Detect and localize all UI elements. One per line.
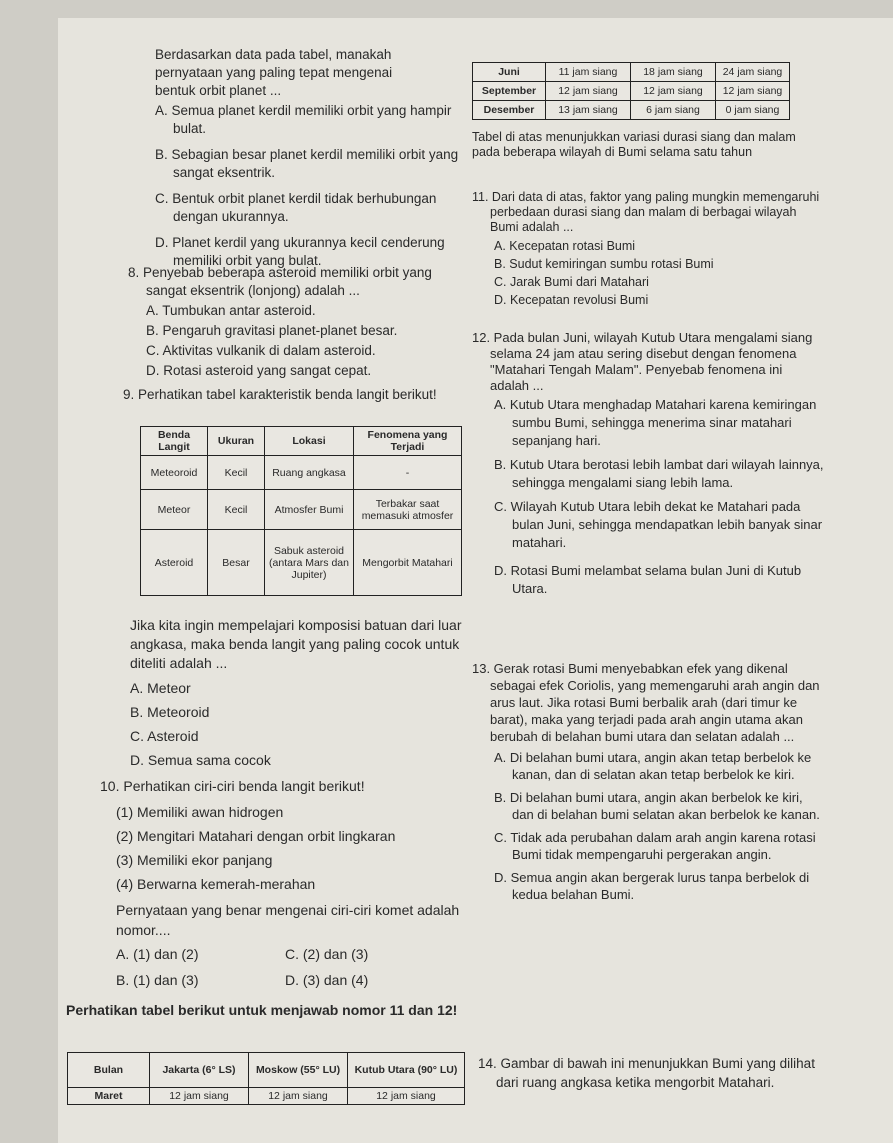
cell: 12 jam siang — [631, 82, 716, 101]
q9-text: 9. Perhatikan tabel karakteristik benda langit berikut! — [123, 387, 437, 402]
q7-line-3: bentuk orbit planet ... — [155, 83, 282, 98]
cell: 24 jam siang — [716, 63, 790, 82]
cell: Maret — [68, 1088, 150, 1105]
cell: 12 jam siang — [546, 82, 631, 101]
q11-stem: 11. Dari data di atas, faktor yang paling mungkin memengaruhi perbedaan durasi siang dan malam di berbagai wilayah Bumi adalah ... — [472, 190, 820, 234]
t11-head-bulan: Bulan — [68, 1053, 150, 1088]
q8-option-c[interactable]: C. Aktivitas vulkanik di dalam asteroid. — [146, 343, 376, 358]
cell: 12 jam siang — [716, 82, 790, 101]
cell: Terbakar saat memasuki atmosfer — [354, 490, 462, 530]
q10-item-4: (4) Berwarna kemerah-merahan — [116, 876, 316, 892]
q14 — [478, 1054, 830, 1092]
instruction-text: Perhatikan tabel berikut untuk menjawab nomor 11 dan 12! — [66, 1002, 458, 1018]
cell: 18 jam siang — [631, 63, 716, 82]
cell: Ruang angkasa — [265, 456, 354, 490]
q11-option-d[interactable]: D. Kecepatan revolusi Bumi — [494, 293, 649, 307]
q10-item-1: (1) Memiliki awan hidrogen — [116, 804, 284, 820]
q9-option-a[interactable]: A. Meteor — [130, 680, 191, 696]
q8-option-b[interactable]: B. Pengaruh gravitasi planet-planet besar. — [146, 323, 398, 338]
q10 — [100, 776, 465, 940]
day-length-table-continued — [472, 62, 790, 120]
cell: 12 jam siang — [249, 1088, 348, 1105]
q12-option-c[interactable]: C. Wilayah Kutub Utara lebih dekat ke Matahari pada bulan Juni, sehingga mendapatkan lebih banyak sinar matahari. — [494, 499, 823, 550]
q9-option-d[interactable]: D. Semua sama cocok — [130, 752, 271, 768]
q12-stem: 12. Pada bulan Juni, wilayah Kutub Utara mengalami siang selama 24 jam atau sering disebut dengan fenomena "Matahari Tengah Malam". Penyebab fenomena ini adalah ... — [472, 330, 813, 393]
q10-option-c[interactable]: C. (2) dan (3) — [285, 946, 369, 962]
cell: 12 jam siang — [150, 1088, 249, 1105]
q8-option-a[interactable]: A. Tumbukan antar asteroid. — [146, 303, 316, 318]
table-row — [141, 456, 462, 490]
cell: Atmosfer Bumi — [265, 490, 354, 530]
table-row — [473, 82, 790, 101]
cell: Juni — [473, 63, 546, 82]
q11 — [472, 190, 824, 309]
cell: 12 jam siang — [348, 1088, 465, 1105]
day-length-table — [67, 1052, 465, 1105]
cell: Meteor — [141, 490, 208, 530]
q11-option-a[interactable]: A. Kecepatan rotasi Bumi — [494, 239, 636, 253]
t11-head-kutub: Kutub Utara (90° LU) — [348, 1053, 465, 1088]
q12-option-b[interactable]: B. Kutub Utara berotasi lebih lambat dari wilayah lainnya, sehingga mengalami siang lebih lama. — [494, 457, 824, 490]
q7-line-2: pernyataan yang paling tepat mengenai — [155, 65, 393, 80]
q7-option-b[interactable]: B. Sebagian besar planet kerdil memiliki orbit yang sangat eksentrik. — [155, 147, 459, 180]
cell: Kecil — [208, 456, 265, 490]
cell: September — [473, 82, 546, 101]
table-row — [473, 63, 790, 82]
cell: Meteoroid — [141, 456, 208, 490]
q9-option-b[interactable]: B. Meteoroid — [130, 704, 210, 720]
q12-option-a[interactable]: A. Kutub Utara menghadap Matahari karena kemiringan sumbu Bumi, sehingga menerima sinar matahari sepanjang hari. — [494, 397, 817, 448]
q9-question — [130, 616, 462, 673]
cell: 0 jam siang — [716, 101, 790, 120]
cell: 13 jam siang — [546, 101, 631, 120]
celestial-bodies-table — [140, 426, 462, 596]
q10-question-text: Pernyataan yang benar mengenai ciri-ciri komet adalah nomor.... — [116, 902, 460, 938]
cell: 11 jam siang — [546, 63, 631, 82]
q7-options — [155, 102, 460, 270]
q13-stem: 13. Gerak rotasi Bumi menyebabkan efek yang dikenal sebagai efek Coriolis, yang memengaruhi arah angin dan arus laut. Jika rotasi Bumi berbalik arah (dari timur ke barat), maka yang terjadi pada arah angin utama akan berubah di belahan bumi utara dan selatan adalah ... — [472, 661, 820, 744]
q10-option-d[interactable]: D. (3) dan (4) — [285, 972, 369, 988]
q9-option-c[interactable]: C. Asteroid — [130, 728, 199, 744]
q7-option-d[interactable]: D. Planet kerdil yang ukurannya kecil cenderung memiliki orbit yang bulat. — [155, 235, 445, 268]
q7-stem — [155, 46, 460, 100]
q10-item-2: (2) Mengitari Matahari dengan orbit lingkaran — [116, 828, 396, 844]
q12 — [472, 330, 824, 598]
table-row — [68, 1088, 465, 1105]
t9-head-fenomena: Fenomena yang Terjadi — [354, 427, 462, 456]
instruction — [66, 1000, 466, 1020]
cell: Sabuk asteroid (antara Mars dan Jupiter) — [265, 530, 354, 596]
t9-head-lokasi: Lokasi — [265, 427, 354, 456]
cell: - — [354, 456, 462, 490]
q7-option-a[interactable]: A. Semua planet kerdil memiliki orbit yang hampir bulat. — [155, 103, 452, 136]
q13 — [472, 660, 824, 903]
q7-line-1: Berdasarkan data pada tabel, manakah — [155, 47, 392, 62]
cell: Asteroid — [141, 530, 208, 596]
q8-option-d[interactable]: D. Rotasi asteroid yang sangat cepat. — [146, 363, 372, 378]
q14-stem: 14. Gambar di bawah ini menunjukkan Bumi yang dilihat dari ruang angkasa ketika mengorbit Matahari. — [478, 1056, 815, 1090]
caption-text: Tabel di atas menunjukkan variasi durasi siang dan malam pada beberapa wilayah di Bumi selama satu tahun — [472, 130, 796, 159]
q8 — [128, 264, 463, 380]
q13-option-a[interactable]: A. Di belahan bumi utara, angin akan tetap berbelok ke kanan, dan di selatan akan tetap berbelok ke kiri. — [494, 750, 812, 782]
q10-option-a[interactable]: A. (1) dan (2) — [116, 946, 199, 962]
q9-options — [130, 676, 430, 772]
q7-option-c[interactable]: C. Bentuk orbit planet kerdil tidak berhubungan dengan ukurannya. — [155, 191, 437, 224]
cell: Mengorbit Matahari — [354, 530, 462, 596]
t11-head-moskow: Moskow (55° LU) — [249, 1053, 348, 1088]
q13-option-c[interactable]: C. Tidak ada perubahan dalam arah angin karena rotasi Bumi tidak mempengaruhi pergerakan angin. — [494, 830, 816, 862]
q13-option-d[interactable]: D. Semua angin akan bergerak lurus tanpa berbelok di kedua belahan Bumi. — [494, 870, 810, 902]
table-caption — [472, 130, 798, 160]
cell: 6 jam siang — [631, 101, 716, 120]
cell: Kecil — [208, 490, 265, 530]
q11-option-b[interactable]: B. Sudut kemiringan sumbu rotasi Bumi — [494, 257, 714, 271]
t9-head-benda: Benda Langit — [141, 427, 208, 456]
q10-item-3: (3) Memiliki ekor panjang — [116, 852, 273, 868]
q13-option-b[interactable]: B. Di belahan bumi utara, angin akan berbelok ke kiri, dan di belahan bumi selatan akan berbelok ke kanan. — [494, 790, 820, 822]
table-row — [473, 101, 790, 120]
q10-option-b[interactable]: B. (1) dan (3) — [116, 972, 199, 988]
q10-stem: 10. Perhatikan ciri-ciri benda langit berikut! — [100, 778, 365, 794]
table-row — [141, 490, 462, 530]
cell: Desember — [473, 101, 546, 120]
table-row — [141, 530, 462, 596]
t9-head-ukuran: Ukuran — [208, 427, 265, 456]
q9-question-text: Jika kita ingin mempelajari komposisi batuan dari luar angkasa, maka benda langit yang paling cocok untuk diteliti adalah ... — [130, 617, 462, 671]
q11-option-c[interactable]: C. Jarak Bumi dari Matahari — [494, 275, 649, 289]
q8-stem: 8. Penyebab beberapa asteroid memiliki orbit yang sangat eksentrik (lonjong) adalah ... — [128, 265, 432, 298]
q12-option-d[interactable]: D. Rotasi Bumi melambat selama bulan Juni di Kutub Utara. — [494, 563, 802, 596]
q9-stem — [123, 386, 463, 404]
cell: Besar — [208, 530, 265, 596]
t11-head-jakarta: Jakarta (6° LS) — [150, 1053, 249, 1088]
